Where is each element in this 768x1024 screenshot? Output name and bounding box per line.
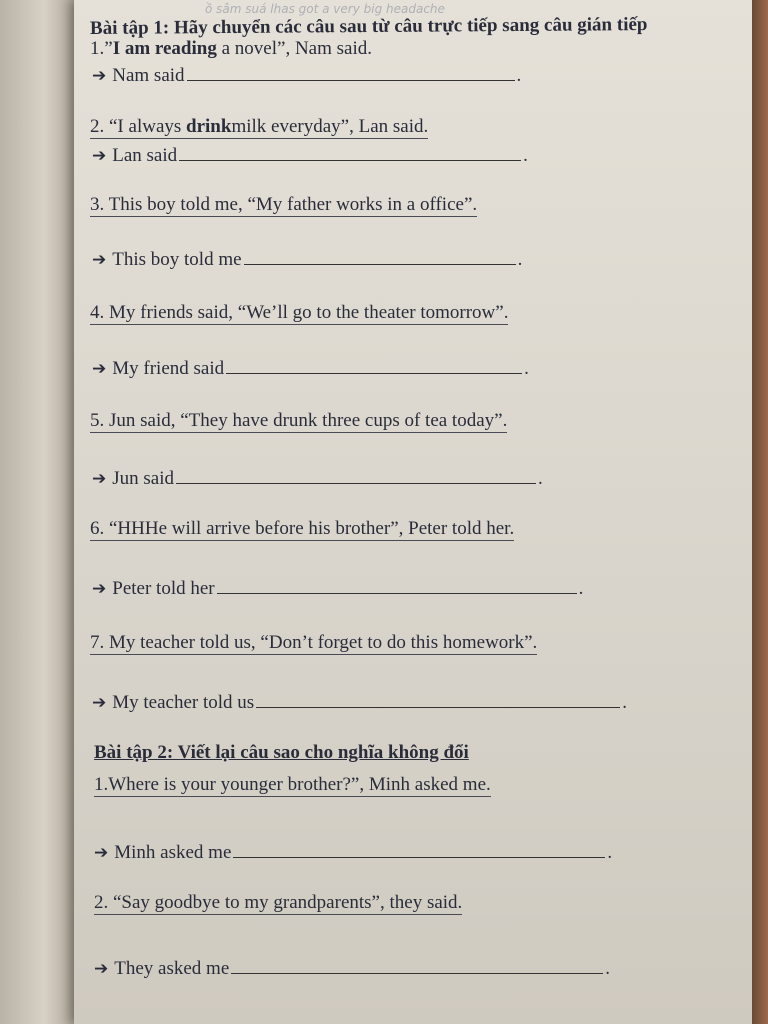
arrow-icon: ➔ xyxy=(92,469,107,489)
handwritten-scribble: ồ sâm suá lhas got a very big headache xyxy=(205,2,445,16)
arrow-icon: ➔ xyxy=(92,359,107,379)
ex1-q4: 4. My friends said, “We’ll go to the theater tomorrow”. xyxy=(90,302,509,323)
ex1-q3: 3. This boy told me, “My father works in a office”. xyxy=(90,194,478,215)
answer-blank xyxy=(176,469,536,484)
ex1-q7: 7. My teacher told us, “Don’t forget to do this homework”. xyxy=(90,632,538,653)
ex2-q2: 2. “Say goodbye to my grandparents”, they said. xyxy=(94,892,463,913)
ex1-a2: ➔ Lan said . xyxy=(92,145,528,166)
ex1-q6: 6. “HHHe will arrive before his brother”, Peter told her. xyxy=(90,518,515,539)
exercise2-title: Bài tập 2: Viết lại câu sao cho nghĩa không đổi xyxy=(94,742,469,763)
ex1-a1: ➔ Nam said . xyxy=(92,65,522,86)
arrow-icon: ➔ xyxy=(92,579,107,599)
ex1-a7: ➔ My teacher told us . xyxy=(92,692,627,713)
ex1-q2: 2. “I always drinkmilk everyday”, Lan said. xyxy=(90,116,429,137)
ex1-a3: ➔ This boy told me . xyxy=(92,249,523,270)
arrow-icon: ➔ xyxy=(92,250,107,270)
table-edge xyxy=(752,0,768,1024)
answer-blank xyxy=(244,250,516,265)
answer-blank xyxy=(226,359,522,374)
answer-blank xyxy=(217,579,577,594)
arrow-icon: ➔ xyxy=(94,959,109,979)
ex2-a1: ➔ Minh asked me . xyxy=(94,842,613,863)
answer-blank xyxy=(179,146,521,161)
ex2-a2: ➔ They asked me . xyxy=(94,958,611,979)
ex1-q5: 5. Jun said, “They have drunk three cups of tea today”. xyxy=(90,410,508,431)
exercise1-title: Bài tập 1: Hãy chuyển các câu sau từ câu trực tiếp sang câu gián tiếp xyxy=(89,14,648,39)
answer-blank xyxy=(231,959,603,974)
arrow-icon: ➔ xyxy=(92,693,107,713)
arrow-icon: ➔ xyxy=(92,66,107,86)
answer-blank xyxy=(256,693,620,708)
ex1-a5: ➔ Jun said . xyxy=(92,468,543,489)
arrow-icon: ➔ xyxy=(94,843,109,863)
arrow-icon: ➔ xyxy=(92,146,107,166)
ex1-q1: 1.”I am reading a novel”, Nam said. xyxy=(90,38,372,59)
ex2-q1: 1.Where is your younger brother?”, Minh asked me. xyxy=(94,774,491,795)
answer-blank xyxy=(233,843,605,858)
answer-blank xyxy=(187,66,515,81)
ex1-a4: ➔ My friend said . xyxy=(92,358,529,379)
left-book-page xyxy=(0,0,80,1024)
ex1-a6: ➔ Peter told her . xyxy=(92,578,584,599)
